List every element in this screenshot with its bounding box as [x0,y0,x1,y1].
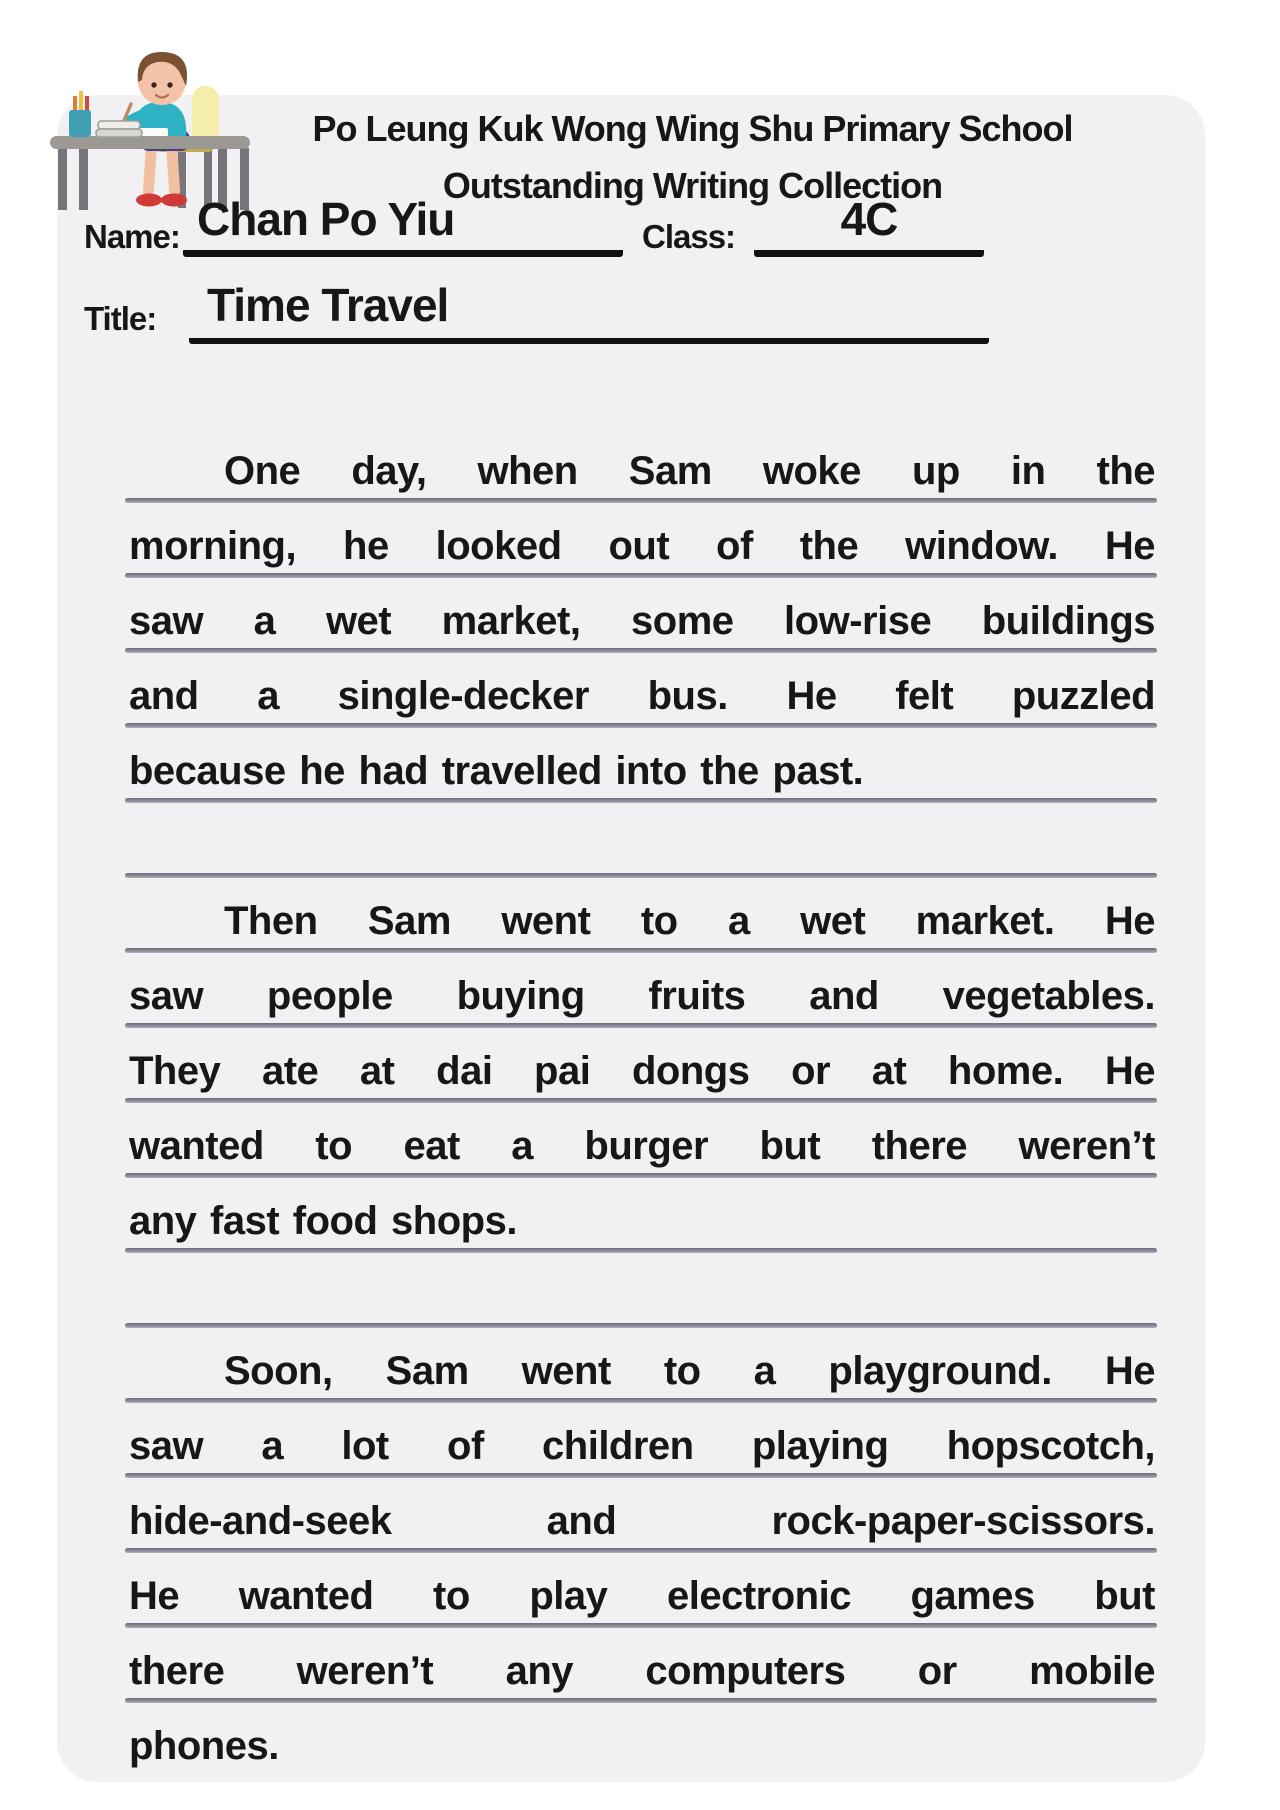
essay-line-text: They ate at dai pai dongs or at home. He [129,1049,1155,1093]
essay-line [129,1178,1155,1253]
essay-line [129,1103,1155,1178]
class-field [754,192,984,257]
essay-line-text: phones. [129,1724,279,1768]
essay-line [129,878,1155,953]
essay-line-text: saw a lot of children playing hopscotch, [129,1424,1155,1468]
essay-line [129,1478,1155,1553]
essay-line [129,728,1155,803]
essay-line-text: wanted to eat a burger but there weren’t [129,1124,1155,1168]
essay-line-text: any fast food shops. [129,1199,517,1243]
essay-line [129,1253,1155,1328]
essay-line [129,428,1155,503]
title-label: Title: [84,300,157,337]
essay-line-text: He wanted to play electronic games but [129,1574,1155,1618]
essay-line-text: hide-and-seek and rock-paper-scissors. [129,1499,1155,1543]
essay-line [129,503,1155,578]
school-name: Po Leung Kuk Wong Wing Shu Primary School [312,108,1073,149]
essay-line-text: there weren’t any computers or mobile [129,1649,1155,1693]
essay-line [129,1628,1155,1703]
essay-line-text: Soon, Sam went to a playground. He [224,1349,1155,1393]
essay-line [129,653,1155,728]
essay-line-text: Then Sam went to a wet market. He [224,899,1155,943]
essay-line [129,1028,1155,1103]
essay-line-text: One day, when Sam woke up in the [224,449,1155,493]
essay-line [129,953,1155,1028]
essay-line [129,1328,1155,1403]
name-field [183,192,623,257]
essay-line-text [129,866,1155,878]
essay-line [129,1403,1155,1478]
essay-line-text: because he had travelled into the past. [129,749,864,793]
title-field [189,274,989,344]
class-value: 4C [840,193,898,245]
essay-lines [129,428,1155,1778]
essay-line [129,1703,1155,1778]
essay-line [129,803,1155,878]
essay-line [129,578,1155,653]
title-value: Time Travel [207,279,449,331]
essay-line-text: saw a wet market, some low-rise buildings [129,599,1155,643]
name-label: Name: [84,218,180,255]
collection-title: Outstanding Writing Collection [442,165,943,206]
essay-line-text [129,1316,1155,1328]
boy-writing-at-desk-illustration [50,44,265,214]
essay-line-text: saw people buying fruits and vegetables. [129,974,1155,1018]
essay-line-text: morning, he looked out of the window. He [129,524,1155,568]
class-label: Class: [642,218,736,255]
essay-line [129,1553,1155,1628]
name-value: Chan Po Yiu [197,193,455,245]
essay-line-text: and a single-decker bus. He felt puzzled [129,674,1155,718]
